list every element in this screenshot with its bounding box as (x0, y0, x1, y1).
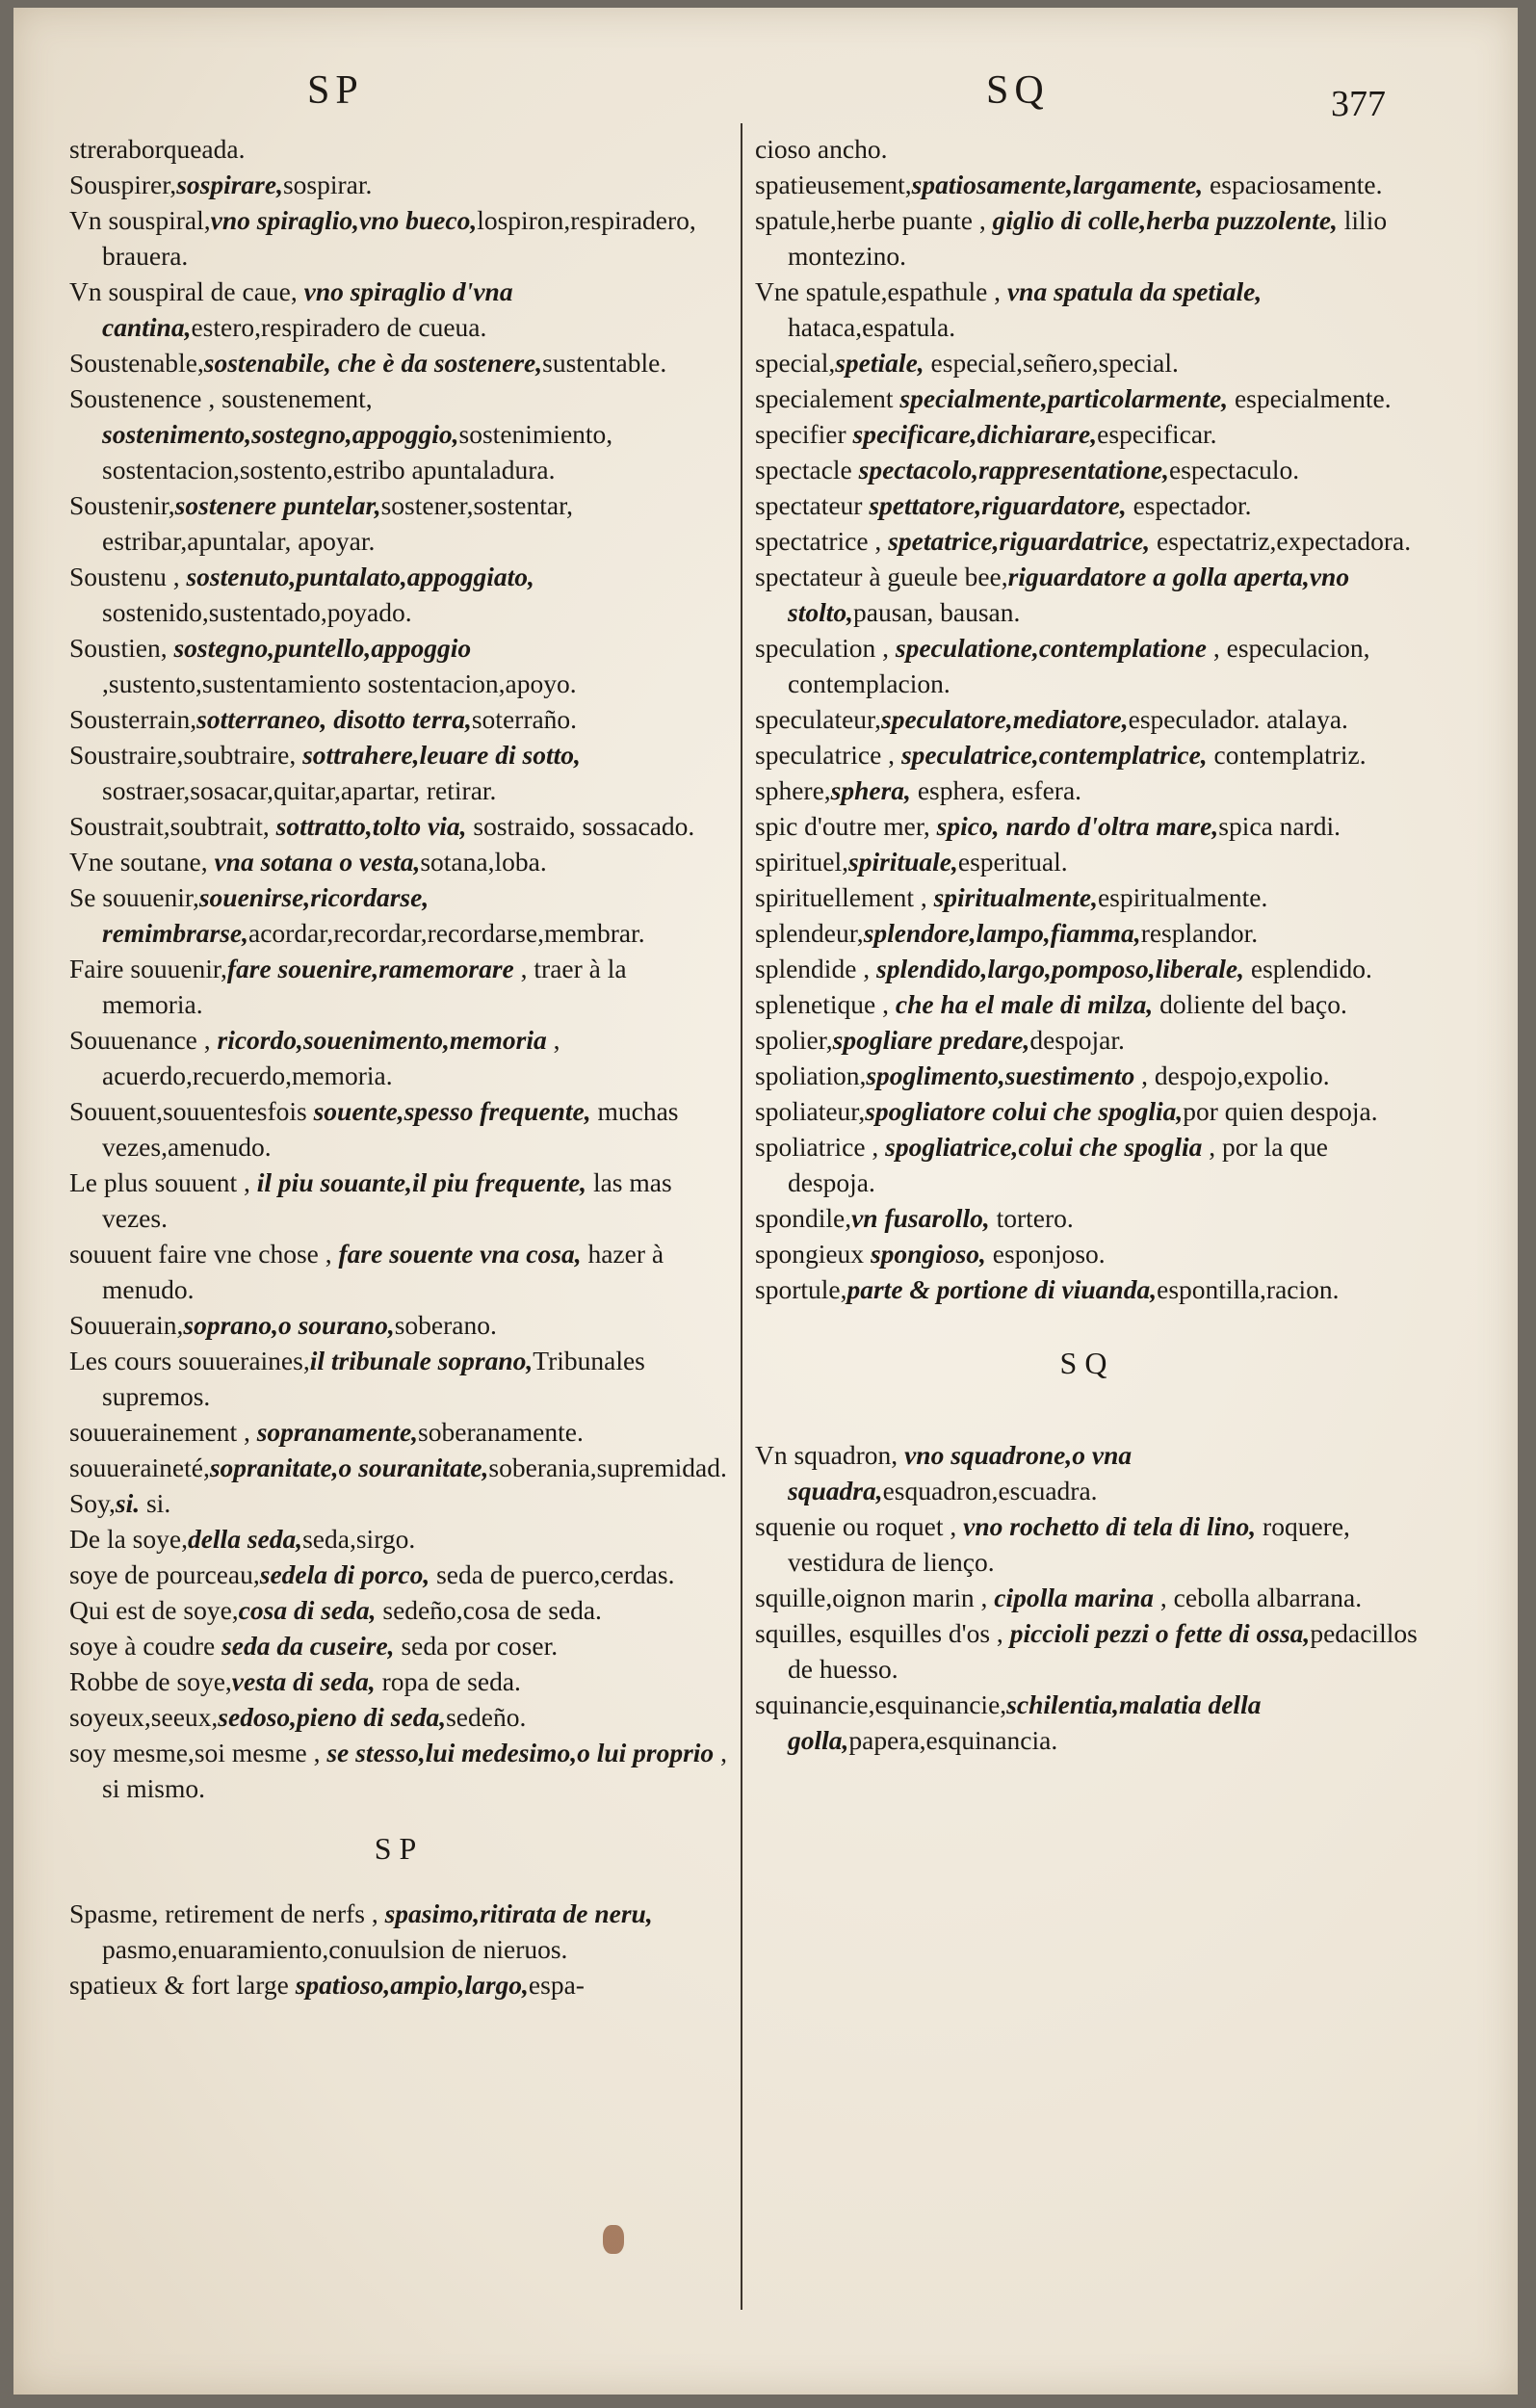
entry-text: soberano. (394, 1310, 497, 1340)
dictionary-entry (69, 1093, 729, 1165)
italian-gloss: sottrahere,leuare di sotto, (302, 740, 581, 770)
entry-text: esquadron,escuadra. (882, 1476, 1098, 1505)
dictionary-entry (69, 345, 729, 380)
entry-text: Vne spatule,espathule , (755, 276, 1007, 306)
dictionary-page (13, 8, 1518, 2395)
dictionary-entry (755, 416, 1419, 452)
dictionary-entry (755, 701, 1419, 737)
italian-gloss: souenirse,ricordarse, remimbrarse, (102, 882, 430, 948)
entry-text: acordar,recordar,recordarse,membrar. (248, 918, 645, 948)
entry-text: sustentable. (542, 348, 667, 378)
entry-text: sphere, (755, 775, 831, 805)
dictionary-entry (755, 1508, 1419, 1580)
entry-text: spectateur à gueule bee, (755, 562, 1008, 591)
ink-stain (603, 2225, 624, 2254)
entry-text: spectacle (755, 455, 859, 484)
dictionary-entry (69, 1022, 729, 1093)
dictionary-entry (69, 630, 729, 701)
entry-text: pasmo,enuaramiento,conuulsion de nieruos. (102, 1934, 568, 1964)
entry-text: splendide , (755, 954, 877, 983)
italian-gloss: vesta di seda, (231, 1666, 376, 1696)
entry-text: Vn souspiral de caue, (69, 276, 304, 306)
italian-gloss: fare souente vna cosa, (338, 1239, 582, 1269)
entry-text: Les cours souueraines, (69, 1346, 310, 1375)
dictionary-entry (755, 1271, 1419, 1307)
entry-text: sedeño. (446, 1702, 527, 1732)
dictionary-entry (755, 274, 1419, 345)
italian-gloss: vn fusarollo, (851, 1203, 990, 1233)
dictionary-entry (69, 1592, 729, 1628)
dictionary-entry (69, 1236, 729, 1307)
right-entry-list-2 (755, 1437, 1419, 1758)
dictionary-entry (69, 1699, 729, 1735)
italian-gloss: il piu souante,il piu frequente, (256, 1167, 587, 1197)
entry-text: especificar. (1097, 419, 1217, 449)
dictionary-entry (69, 701, 729, 737)
entry-text: splendeur, (755, 918, 864, 948)
entry-text: squinancie,esquinancie, (755, 1689, 1007, 1719)
entry-text: squenie ou roquet , (755, 1511, 964, 1541)
entry-text: Vne soutane, (69, 847, 215, 877)
dictionary-entry (69, 737, 729, 808)
entry-text: specifier (755, 419, 853, 449)
entry-text: hazer à menudo. (102, 1239, 664, 1304)
entry-text: , traer à la memoria. (102, 954, 627, 1019)
entry-text: spondile, (755, 1203, 852, 1233)
entry-text: spatule,herbe puante , (755, 205, 993, 235)
dictionary-entry (755, 1437, 1419, 1508)
entry-text: spolier, (755, 1025, 833, 1055)
italian-gloss: spatiosamente,largamente, (911, 170, 1204, 199)
entry-text: Soy, (69, 1488, 116, 1518)
running-header-right: SQ (986, 68, 1050, 113)
italian-gloss: cipolla marina (994, 1583, 1155, 1612)
italian-gloss: sottratto,tolto via, (275, 811, 467, 841)
entry-text: soy mesme,soi mesme , (69, 1738, 327, 1767)
dictionary-entry (69, 808, 729, 844)
right-column (755, 131, 1419, 1758)
entry-text: Spasme, retirement de nerfs , (69, 1898, 385, 1928)
entry-text: sostener,sostentar, estribar,apuntalar, apoyar. (102, 490, 574, 556)
entry-text: espectaculo. (1168, 455, 1300, 484)
entry-text: esponjoso. (985, 1239, 1106, 1269)
entry-text: por quien despoja. (1183, 1096, 1378, 1126)
entry-text: , despojo,expolio. (1134, 1060, 1330, 1090)
entry-text: Soustrait,soubtrait, (69, 811, 276, 841)
left-entry-list-2 (69, 1896, 729, 2002)
entry-text: Soustenir, (69, 490, 175, 520)
italian-gloss: vno squadrone,o vna squadra, (788, 1440, 1132, 1505)
dictionary-entry (755, 1022, 1419, 1058)
dictionary-entry (755, 1236, 1419, 1271)
entry-text: tortero. (989, 1203, 1074, 1233)
section-heading-sq: SQ (1059, 1346, 1115, 1380)
entry-text: Soustien, (69, 633, 174, 663)
entry-text: soyeux,seeux, (69, 1702, 219, 1732)
italian-gloss: sedoso,pieno di seda, (218, 1702, 447, 1732)
dictionary-entry (755, 345, 1419, 380)
italian-gloss: il tribunale soprano, (309, 1346, 534, 1375)
entry-text: ,sustento,sustentamiento sostentacion,apoyo. (102, 668, 577, 698)
entry-text: cioso ancho. (755, 134, 888, 164)
entry-text: espectatriz,expectadora. (1150, 526, 1412, 556)
italian-gloss: sedela di porco, (259, 1559, 430, 1589)
italian-gloss: spogliatore colui che spoglia, (865, 1096, 1184, 1126)
dictionary-entry (69, 131, 729, 167)
italian-gloss: riguardatore a golla aperta,vno stolto, (788, 562, 1350, 627)
dictionary-entry (755, 951, 1419, 986)
entry-text: soye de pourceau, (69, 1559, 260, 1589)
entry-text: estero,respiradero de cueua. (191, 312, 487, 342)
entry-text: especial,señero,special. (924, 348, 1179, 378)
column-divider (741, 123, 742, 2310)
entry-text: si. (140, 1488, 171, 1518)
dictionary-entry (69, 879, 729, 951)
entry-text: Soustenable, (69, 348, 204, 378)
entry-text: De la soye, (69, 1524, 188, 1554)
dictionary-entry (69, 1485, 729, 1521)
entry-text: pausan, bausan. (853, 597, 1021, 627)
italian-gloss: specialmente,particolarmente, (899, 383, 1229, 413)
entry-text: splenetique , (755, 989, 896, 1019)
entry-text: sedeño,cosa de seda. (376, 1595, 602, 1625)
dictionary-entry (69, 1663, 729, 1699)
dictionary-entry (755, 1200, 1419, 1236)
italian-gloss: giglio di colle,herba puzzolente, (992, 205, 1338, 235)
dictionary-entry (69, 274, 729, 345)
italian-gloss: cosa di seda, (238, 1595, 377, 1625)
italian-gloss: spatioso,ampio,largo, (295, 1970, 529, 2000)
italian-gloss: splendore,lampo,fiamma, (863, 918, 1141, 948)
italian-gloss: vno spiraglio d'vna cantina, (102, 276, 513, 342)
italian-gloss: spasimo,ritirata de neru, (384, 1898, 653, 1928)
entry-text: pedacillos de huesso. (788, 1618, 1418, 1684)
italian-gloss: seda da cuseire, (221, 1631, 395, 1661)
entry-text: despojar. (1029, 1025, 1125, 1055)
italian-gloss: sopranitate,o souranitate, (209, 1453, 489, 1482)
entry-text: Tribunales supremos. (102, 1346, 645, 1411)
entry-text: speculateur, (755, 704, 881, 734)
entry-text: soterraño. (471, 704, 578, 734)
dictionary-entry (755, 879, 1419, 915)
italian-gloss: sostegno,puntello,appoggio (173, 633, 472, 663)
entry-text: seda,sirgo. (302, 1524, 416, 1554)
entry-text: soberania,supremidad. (488, 1453, 727, 1482)
dictionary-entry (755, 1615, 1419, 1687)
italian-gloss: sotterraneo, disotto terra, (196, 704, 472, 734)
italian-gloss: spongioso, (870, 1239, 986, 1269)
dictionary-entry (69, 202, 729, 274)
dictionary-entry (69, 1967, 729, 2002)
entry-text: spoliatrice , (755, 1132, 886, 1162)
dictionary-entry (69, 1414, 729, 1450)
dictionary-entry (755, 131, 1419, 167)
italian-gloss: spectacolo,rappresentatione, (858, 455, 1169, 484)
entry-text: Sousterrain, (69, 704, 197, 734)
entry-text: Vn squadron, (755, 1440, 905, 1470)
italian-gloss: specificare,dichiarare, (852, 419, 1098, 449)
entry-text: Souuenance , (69, 1025, 218, 1055)
entry-text: espaciosamente. (1203, 170, 1383, 199)
italian-gloss: vna sotana o vesta, (214, 847, 421, 877)
dictionary-entry (755, 523, 1419, 559)
italian-gloss: splendido,largo,pomposo,liberale, (876, 954, 1244, 983)
entry-text: Souuent,souuentesfois (69, 1096, 314, 1126)
dictionary-entry (69, 1628, 729, 1663)
italian-gloss: spirituale, (848, 847, 958, 877)
entry-text: muchas vezes,amenudo. (102, 1096, 679, 1162)
entry-text: spirituellement , (755, 882, 934, 912)
dictionary-entry (755, 452, 1419, 487)
italian-gloss: vna spatula da spetiale, (1006, 276, 1263, 306)
dictionary-entry (69, 559, 729, 630)
italian-gloss: sostenere puntelar, (174, 490, 381, 520)
italian-gloss: spettatore,riguardatore, (869, 490, 1127, 520)
italian-gloss: schilentia,malatia della golla, (788, 1689, 1262, 1755)
dictionary-entry (755, 737, 1419, 772)
page-number: 377 (1331, 84, 1386, 124)
dictionary-entry (755, 630, 1419, 701)
entry-text: soberanamente. (418, 1417, 584, 1447)
italian-gloss: parte & portione di viuanda, (846, 1274, 1158, 1304)
entry-text: sotana,loba. (420, 847, 547, 877)
entry-text: especulador. atalaya. (1128, 704, 1348, 734)
entry-text: doliente del baço. (1153, 989, 1347, 1019)
entry-text: Soustraire,soubtraire, (69, 740, 303, 770)
dictionary-entry (69, 1343, 729, 1414)
italian-gloss: fare souenire,ramemorare (226, 954, 514, 983)
entry-text: Le plus souuent , (69, 1167, 257, 1197)
entry-text: , si mismo. (102, 1738, 727, 1803)
italian-gloss: speculatore,mediatore, (881, 704, 1129, 734)
entry-text: souueraineté, (69, 1453, 210, 1482)
dictionary-entry (755, 487, 1419, 523)
italian-gloss: spiritualmente, (933, 882, 1098, 912)
italian-gloss: souente,spesso frequente, (313, 1096, 591, 1126)
italian-gloss: sostenuto,puntalato,appoggiato, (186, 562, 534, 591)
entry-text: resplandor. (1140, 918, 1259, 948)
italian-gloss: sostenabile, che è da sostenere, (203, 348, 543, 378)
entry-text: spirituel, (755, 847, 849, 877)
entry-text: squilles, esquilles d'os , (755, 1618, 1010, 1648)
left-entry-list (69, 131, 729, 1806)
entry-text: sportule, (755, 1274, 847, 1304)
entry-text: Qui est de soye, (69, 1595, 239, 1625)
entry-text: spatieux & fort large (69, 1970, 296, 2000)
dictionary-entry (755, 202, 1419, 274)
entry-text: soye à coudre (69, 1631, 222, 1661)
dictionary-entry (755, 808, 1419, 844)
entry-text: speculatrice , (755, 740, 901, 770)
entry-text: hataca,espatula. (788, 312, 956, 342)
dictionary-entry (755, 1129, 1419, 1200)
dictionary-entry (755, 844, 1419, 879)
italian-gloss: spetatrice,riguardatrice, (888, 526, 1151, 556)
dictionary-entry (69, 1735, 729, 1806)
entry-text: squille,oignon marin , (755, 1583, 995, 1612)
dictionary-entry (69, 844, 729, 879)
dictionary-entry (755, 1687, 1419, 1758)
entry-text: special, (755, 348, 836, 378)
dictionary-entry (69, 487, 729, 559)
italian-gloss: ricordo,souenimento,memoria (217, 1025, 547, 1055)
entry-text: sospirar. (282, 170, 373, 199)
entry-text: Souspirer, (69, 170, 177, 199)
entry-text: esperitual. (957, 847, 1068, 877)
dictionary-entry (755, 167, 1419, 202)
italian-gloss: sphera, (830, 775, 911, 805)
italian-gloss: piccioli pezzi o fette di ossa, (1009, 1618, 1311, 1648)
dictionary-entry (755, 1580, 1419, 1615)
dictionary-entry (69, 1307, 729, 1343)
dictionary-entry (69, 1896, 729, 1967)
italian-gloss: spico, nardo d'oltra mare, (936, 811, 1219, 841)
entry-text: Faire souuenir, (69, 954, 227, 983)
entry-text: lospiron,respiradero, brauera. (102, 205, 696, 271)
entry-text: espontilla,racion. (1157, 1274, 1340, 1304)
entry-text: sostraido, sossacado. (466, 811, 695, 841)
entry-text: lilio montezino. (788, 205, 1388, 271)
entry-text: seda de puerco,cerdas. (430, 1559, 675, 1589)
italian-gloss: che ha el male di milza, (895, 989, 1154, 1019)
italian-gloss: speculatrice,contemplatrice, (900, 740, 1208, 770)
italian-gloss: si. (115, 1488, 141, 1518)
entry-text: spic d'outre mer, (755, 811, 937, 841)
italian-gloss: se stesso,lui medesimo,o lui proprio (326, 1738, 715, 1767)
dictionary-entry (69, 1557, 729, 1592)
entry-text: Soustenence , soustenement, (69, 383, 373, 413)
entry-text: spica nardi. (1218, 811, 1341, 841)
italian-gloss: spogliatrice,colui che spoglia (885, 1132, 1203, 1162)
entry-text: spongieux (755, 1239, 871, 1269)
entry-text: specialement (755, 383, 900, 413)
entry-text: espectador. (1126, 490, 1252, 520)
entry-text: sostenimiento, sostentacion,sostento,estribo apuntaladura. (102, 419, 613, 484)
dictionary-entry (69, 380, 729, 487)
entry-text: speculation , (755, 633, 896, 663)
entry-text: souuerainement , (69, 1417, 257, 1447)
dictionary-entry (755, 772, 1419, 808)
entry-text: seda por coser. (394, 1631, 559, 1661)
entry-text: sostenido,sustentado,poyado. (102, 597, 412, 627)
italian-gloss: vno rochetto di tela di lino, (963, 1511, 1257, 1541)
italian-gloss: sostenimento,sostegno,appoggio, (102, 419, 459, 449)
entry-text: espa- (528, 1970, 585, 2000)
italian-gloss: spoglimento,suestimento (866, 1060, 1135, 1090)
dictionary-entry (69, 1450, 729, 1485)
entry-text: , especulacion, contemplacion. (788, 633, 1370, 698)
entry-text: esphera, esfera. (910, 775, 1082, 805)
dictionary-entry (69, 1521, 729, 1557)
entry-text: papera,esquinancia. (848, 1725, 1058, 1755)
entry-text: spoliateur, (755, 1096, 866, 1126)
dictionary-entry (755, 986, 1419, 1022)
dictionary-entry (755, 1093, 1419, 1129)
entry-text: sostraer,sosacar,quitar,apartar, retirar. (102, 775, 497, 805)
entry-text: las mas vezes. (102, 1167, 672, 1233)
italian-gloss: della seda, (187, 1524, 303, 1554)
italian-gloss: sospirare, (176, 170, 283, 199)
dictionary-entry (69, 167, 729, 202)
dictionary-entry (69, 1165, 729, 1236)
entry-text: esplendido. (1243, 954, 1372, 983)
entry-text: spoliation, (755, 1060, 867, 1090)
entry-text: Vn souspiral, (69, 205, 211, 235)
dictionary-entry (755, 915, 1419, 951)
dictionary-entry (755, 380, 1419, 416)
italian-gloss: soprano,o sourano, (183, 1310, 395, 1340)
entry-text: Se souuenir, (69, 882, 199, 912)
italian-gloss: sopranamente, (256, 1417, 419, 1447)
entry-text: Robbe de soye, (69, 1666, 232, 1696)
entry-text: , por la que despoja. (788, 1132, 1328, 1197)
entry-text: , acuerdo,recuerdo,memoria. (102, 1025, 560, 1090)
entry-text: Soustenu , (69, 562, 187, 591)
entry-text: especialmente. (1228, 383, 1392, 413)
entry-text: contemplatriz. (1207, 740, 1367, 770)
dictionary-entry (755, 1058, 1419, 1093)
entry-text: , cebolla albarrana. (1154, 1583, 1363, 1612)
left-column (69, 131, 729, 2002)
italian-gloss: spogliare predare, (832, 1025, 1030, 1055)
entry-text: spatieusement, (755, 170, 912, 199)
italian-gloss: spetiale, (835, 348, 924, 378)
entry-text: souuent faire vne chose , (69, 1239, 339, 1269)
italian-gloss: vno spiraglio,vno bueco, (210, 205, 478, 235)
right-entry-list (755, 131, 1419, 1307)
entry-text: streraborqueada. (69, 134, 246, 164)
entry-text: spectatrice , (755, 526, 889, 556)
entry-text: Souuerain, (69, 1310, 184, 1340)
dictionary-entry (755, 559, 1419, 630)
italian-gloss: speculatione,contemplatione (895, 633, 1207, 663)
dictionary-entry (69, 951, 729, 1022)
running-header-left: SP (307, 68, 364, 113)
entry-text: spectateur (755, 490, 870, 520)
entry-text: espiritualmente. (1097, 882, 1268, 912)
entry-text: roquere, vestidura de lienço. (788, 1511, 1350, 1577)
entry-text: ropa de seda. (375, 1666, 521, 1696)
section-heading-sp: SP (374, 1831, 425, 1866)
